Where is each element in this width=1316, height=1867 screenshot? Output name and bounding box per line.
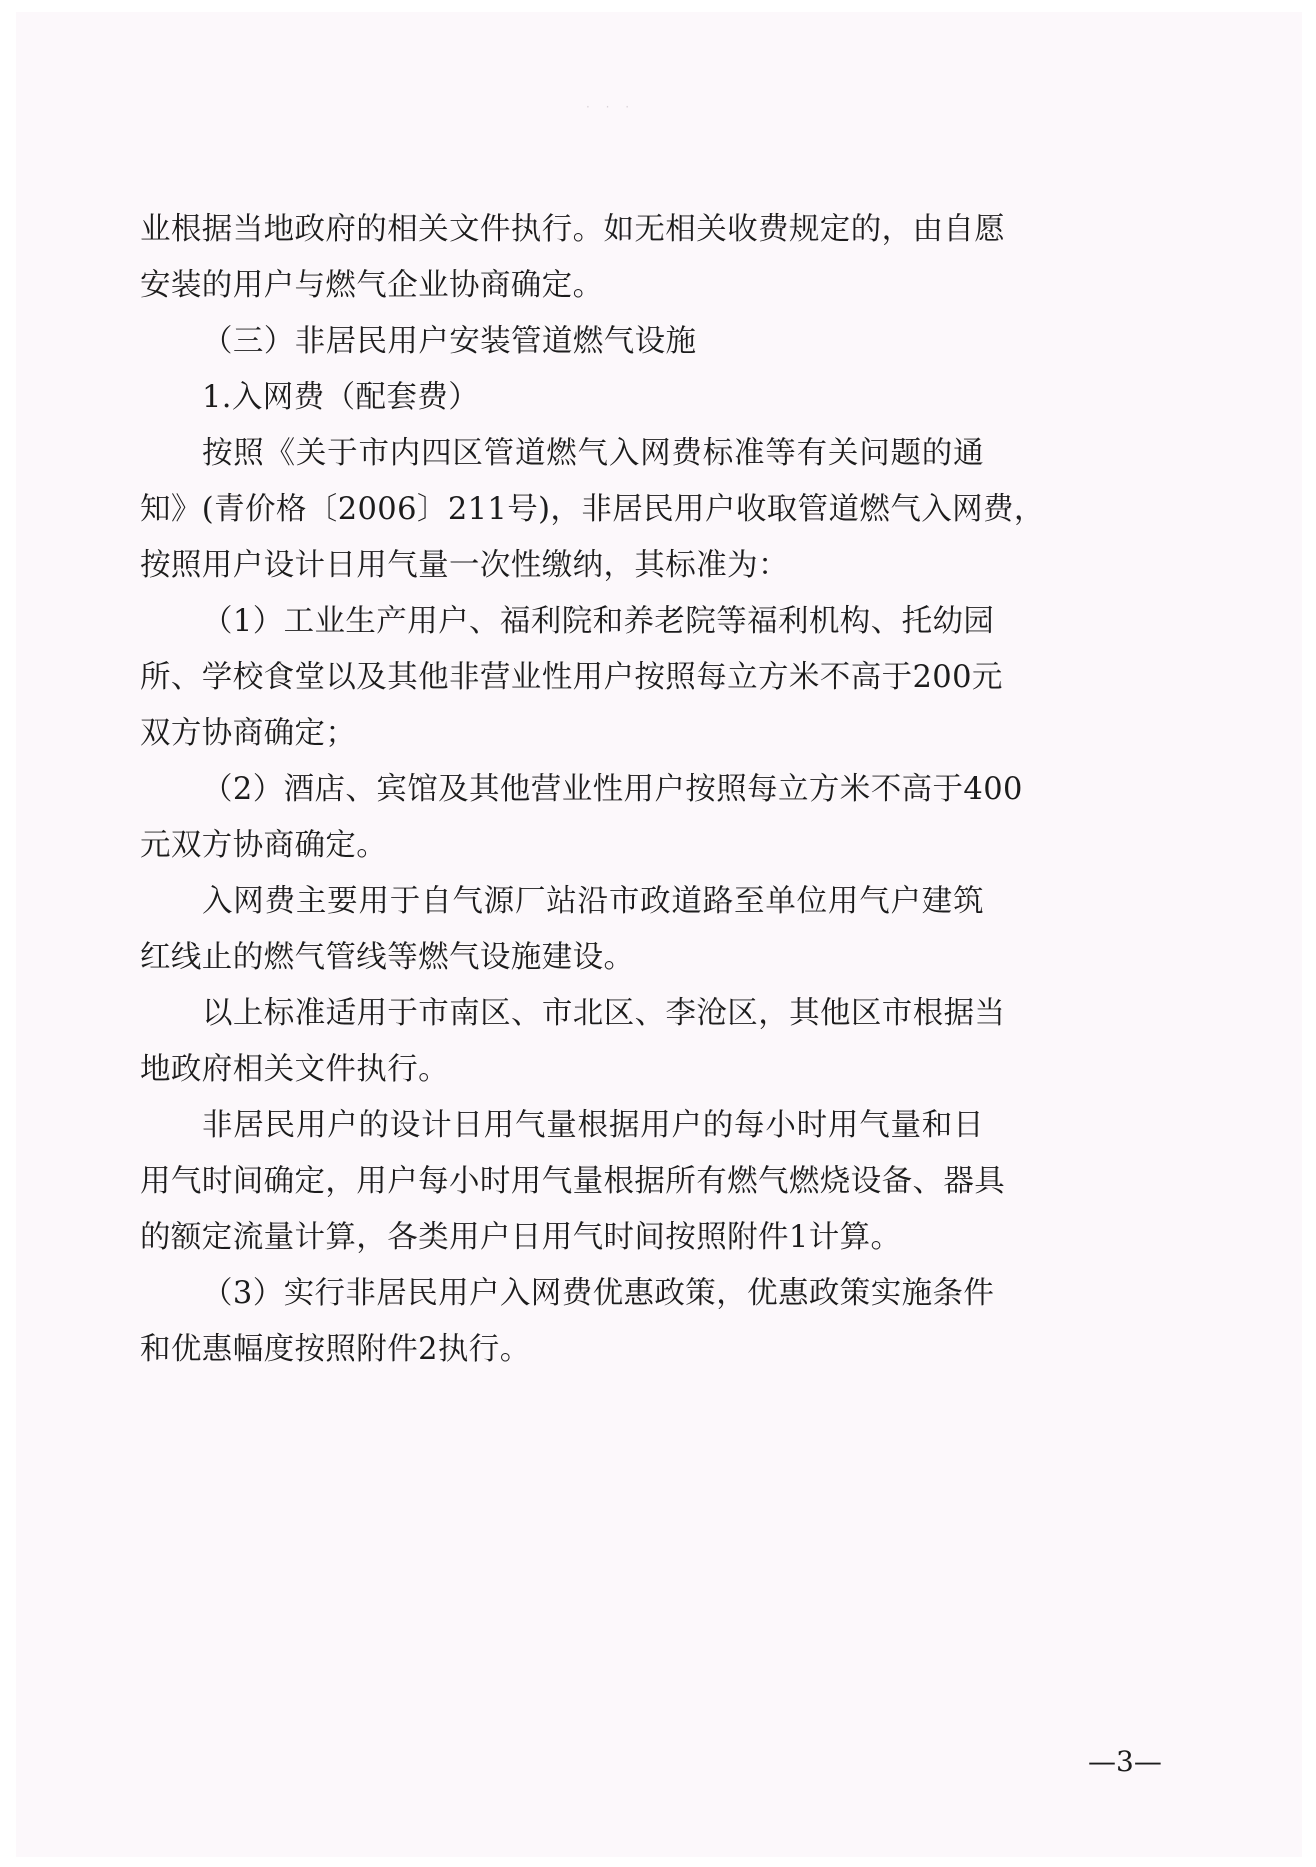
page-number: —3— [1088, 1745, 1162, 1778]
text-line-07: 按照用户设计日用气量一次性缴纳，其标准为： [140, 548, 789, 583]
list-item-1-line-3: 双方协商确定； [140, 716, 357, 751]
scan-artifact: · · · [586, 100, 636, 114]
text-line-19: 的额定流量计算，各类用户日用气时间按照附件1计算。 [140, 1220, 902, 1255]
text-line-18: 用气时间确定，用户每小时用气量根据所有燃气燃烧设备、器具 [140, 1164, 1006, 1199]
list-item-1-line-1: （1）工业生产用户、福利院和养老院等福利机构、托幼园 [202, 604, 995, 639]
section-heading: （三）非居民用户安装管道燃气设施 [202, 324, 697, 359]
text-line-13: 入网费主要用于自气源厂站沿市政道路至单位用气户建筑 [202, 884, 984, 919]
list-item-2-line-2: 元双方协商确定。 [140, 828, 388, 863]
text-line-06: 知》(青价格〔2006〕211号)，非居民用户收取管道燃气入网费， [140, 492, 1045, 527]
text-line-05: 按照《关于市内四区管道燃气入网费标准等有关问题的通 [202, 436, 984, 471]
text-line-16: 地政府相关文件执行。 [140, 1052, 449, 1087]
text-line-17: 非居民用户的设计日用气量根据用户的每小时用气量和日 [202, 1108, 984, 1143]
document-page [16, 12, 1302, 1857]
text-line-14: 红线止的燃气管线等燃气设施建设。 [140, 940, 635, 975]
list-item-3-line-1: （3）实行非居民用户入网费优惠政策，优惠政策实施条件 [202, 1276, 995, 1311]
text-line-02: 安装的用户与燃气企业协商确定。 [140, 268, 604, 303]
list-item-1-line-2: 所、学校食堂以及其他非营业性用户按照每立方米不高于200元 [140, 660, 1003, 695]
list-item-3-line-2: 和优惠幅度按照附件2执行。 [140, 1332, 531, 1367]
subsection-heading: 1.入网费（配套费） [202, 380, 480, 415]
text-line-15: 以上标准适用于市南区、市北区、李沧区，其他区市根据当 [202, 996, 1006, 1031]
text-line-01: 业根据当地政府的相关文件执行。如无相关收费规定的，由自愿 [140, 212, 1006, 247]
list-item-2-line-1: （2）酒店、宾馆及其他营业性用户按照每立方米不高于400 [202, 772, 1023, 807]
